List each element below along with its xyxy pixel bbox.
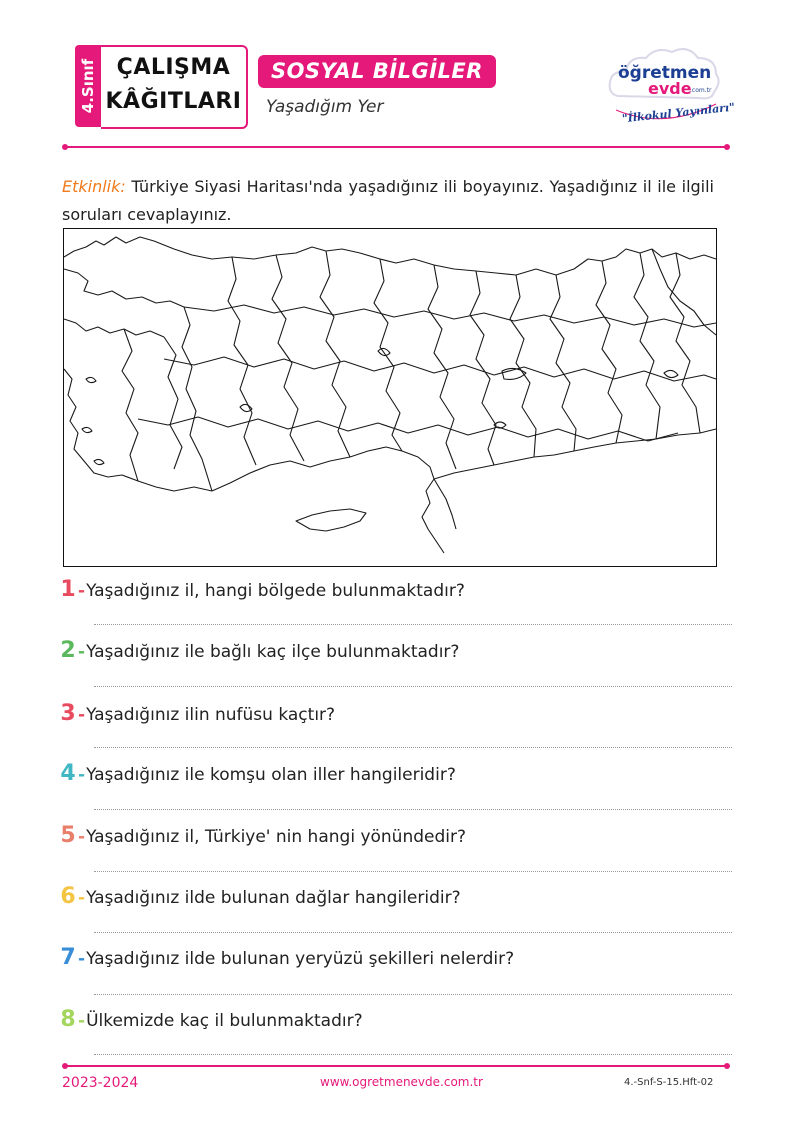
answer-line-8[interactable] bbox=[94, 1054, 732, 1055]
question-number: 4 bbox=[60, 761, 76, 786]
title-line-1: ÇALIŞMA bbox=[116, 55, 231, 80]
footer-website-link[interactable]: www.ogretmenevde.com.tr bbox=[320, 1075, 483, 1089]
question-1: 1 -Yaşadığınız il, hangi bölgede bulunmaktadır? bbox=[58, 577, 465, 602]
question-text: Yaşadığınız ile komşu olan iller hangileridir? bbox=[86, 765, 456, 785]
question-5: 5 -Yaşadığınız il, Türkiye' nin hangi yönündedir? bbox=[58, 823, 466, 848]
footer-code: 4.-Snf-S-15.Hft-02 bbox=[624, 1077, 714, 1088]
question-text: Yaşadığınız il, Türkiye' nin hangi yönündedir? bbox=[86, 827, 467, 847]
question-text: Yaşadığınız ilin nufüsu kaçtır? bbox=[86, 705, 336, 725]
answer-line-5[interactable] bbox=[94, 871, 732, 872]
subject-badge: SOSYAL BİLGİLER bbox=[258, 55, 496, 88]
footer-divider bbox=[66, 1065, 726, 1067]
question-text: Yaşadığınız il, hangi bölgede bulunmaktadır? bbox=[86, 581, 465, 601]
activity-text: Türkiye Siyasi Haritası'nda yaşadığınız ili boyayınız. Yaşadığınız il ile ilgili soruları cevaplayınız. bbox=[62, 177, 714, 224]
question-7: 7 -Yaşadığınız ilde bulunan yeryüzü şekilleri nelerdir? bbox=[58, 945, 514, 970]
header-divider bbox=[66, 146, 726, 148]
question-number: 8 bbox=[60, 1007, 76, 1032]
worksheet-title-box bbox=[101, 45, 248, 129]
question-number: 5 bbox=[60, 823, 76, 848]
answer-line-4[interactable] bbox=[94, 809, 732, 810]
question-text: Yaşadığınız ilde bulunan yeryüzü şekilleri nelerdir? bbox=[86, 949, 515, 969]
answer-line-1[interactable] bbox=[94, 624, 732, 625]
grade-tab bbox=[75, 45, 101, 127]
question-6: 6 -Yaşadığınız ilde bulunan dağlar hangileridir? bbox=[58, 884, 461, 909]
footer-dot-right bbox=[724, 1063, 730, 1069]
logo-tagline: "İlkokul Yayınları" bbox=[621, 100, 736, 126]
ogretmenevde-logo bbox=[604, 40, 736, 132]
question-8: 8 -Ülkemizde kaç il bulunmaktadır? bbox=[58, 1007, 363, 1032]
question-number: 2 bbox=[60, 638, 76, 663]
footer-year: 2023-2024 bbox=[62, 1075, 139, 1091]
turkey-map-icon bbox=[64, 229, 716, 566]
logo-brand-1: öğretmen bbox=[618, 63, 712, 83]
turkey-political-map[interactable] bbox=[63, 228, 717, 567]
question-number: 1 bbox=[60, 577, 76, 602]
logo-brand-2: evde bbox=[648, 79, 692, 98]
logo-domain: .com.tr bbox=[690, 87, 712, 94]
question-text: Yaşadığınız ile bağlı kaç ilçe bulunmaktadır? bbox=[86, 642, 460, 662]
question-4: 4 -Yaşadığınız ile komşu olan iller hangileridir? bbox=[58, 761, 456, 786]
question-text: Yaşadığınız ilde bulunan dağlar hangileridir? bbox=[86, 888, 461, 908]
answer-line-3[interactable] bbox=[94, 747, 732, 748]
question-3: 3 -Yaşadığınız ilin nufüsu kaçtır? bbox=[58, 701, 335, 726]
grade-label: 4.Sınıf bbox=[79, 58, 97, 114]
activity-label: Etkinlik: bbox=[62, 177, 126, 196]
question-2: 2 -Yaşadığınız ile bağlı kaç ilçe bulunmaktadır? bbox=[58, 638, 459, 663]
answer-line-2[interactable] bbox=[94, 686, 732, 687]
question-number: 7 bbox=[60, 945, 76, 970]
answer-line-6[interactable] bbox=[94, 932, 732, 933]
rule-dot-right bbox=[724, 144, 730, 150]
question-number: 3 bbox=[60, 701, 76, 726]
title-line-2: KÂĞITLARI bbox=[105, 89, 242, 114]
topic-title: Yaşadığım Yer bbox=[266, 97, 384, 117]
question-text: Ülkemizde kaç il bulunmaktadır? bbox=[86, 1011, 363, 1031]
answer-line-7[interactable] bbox=[94, 994, 732, 995]
question-number: 6 bbox=[60, 884, 76, 909]
activity-instruction bbox=[62, 173, 714, 229]
